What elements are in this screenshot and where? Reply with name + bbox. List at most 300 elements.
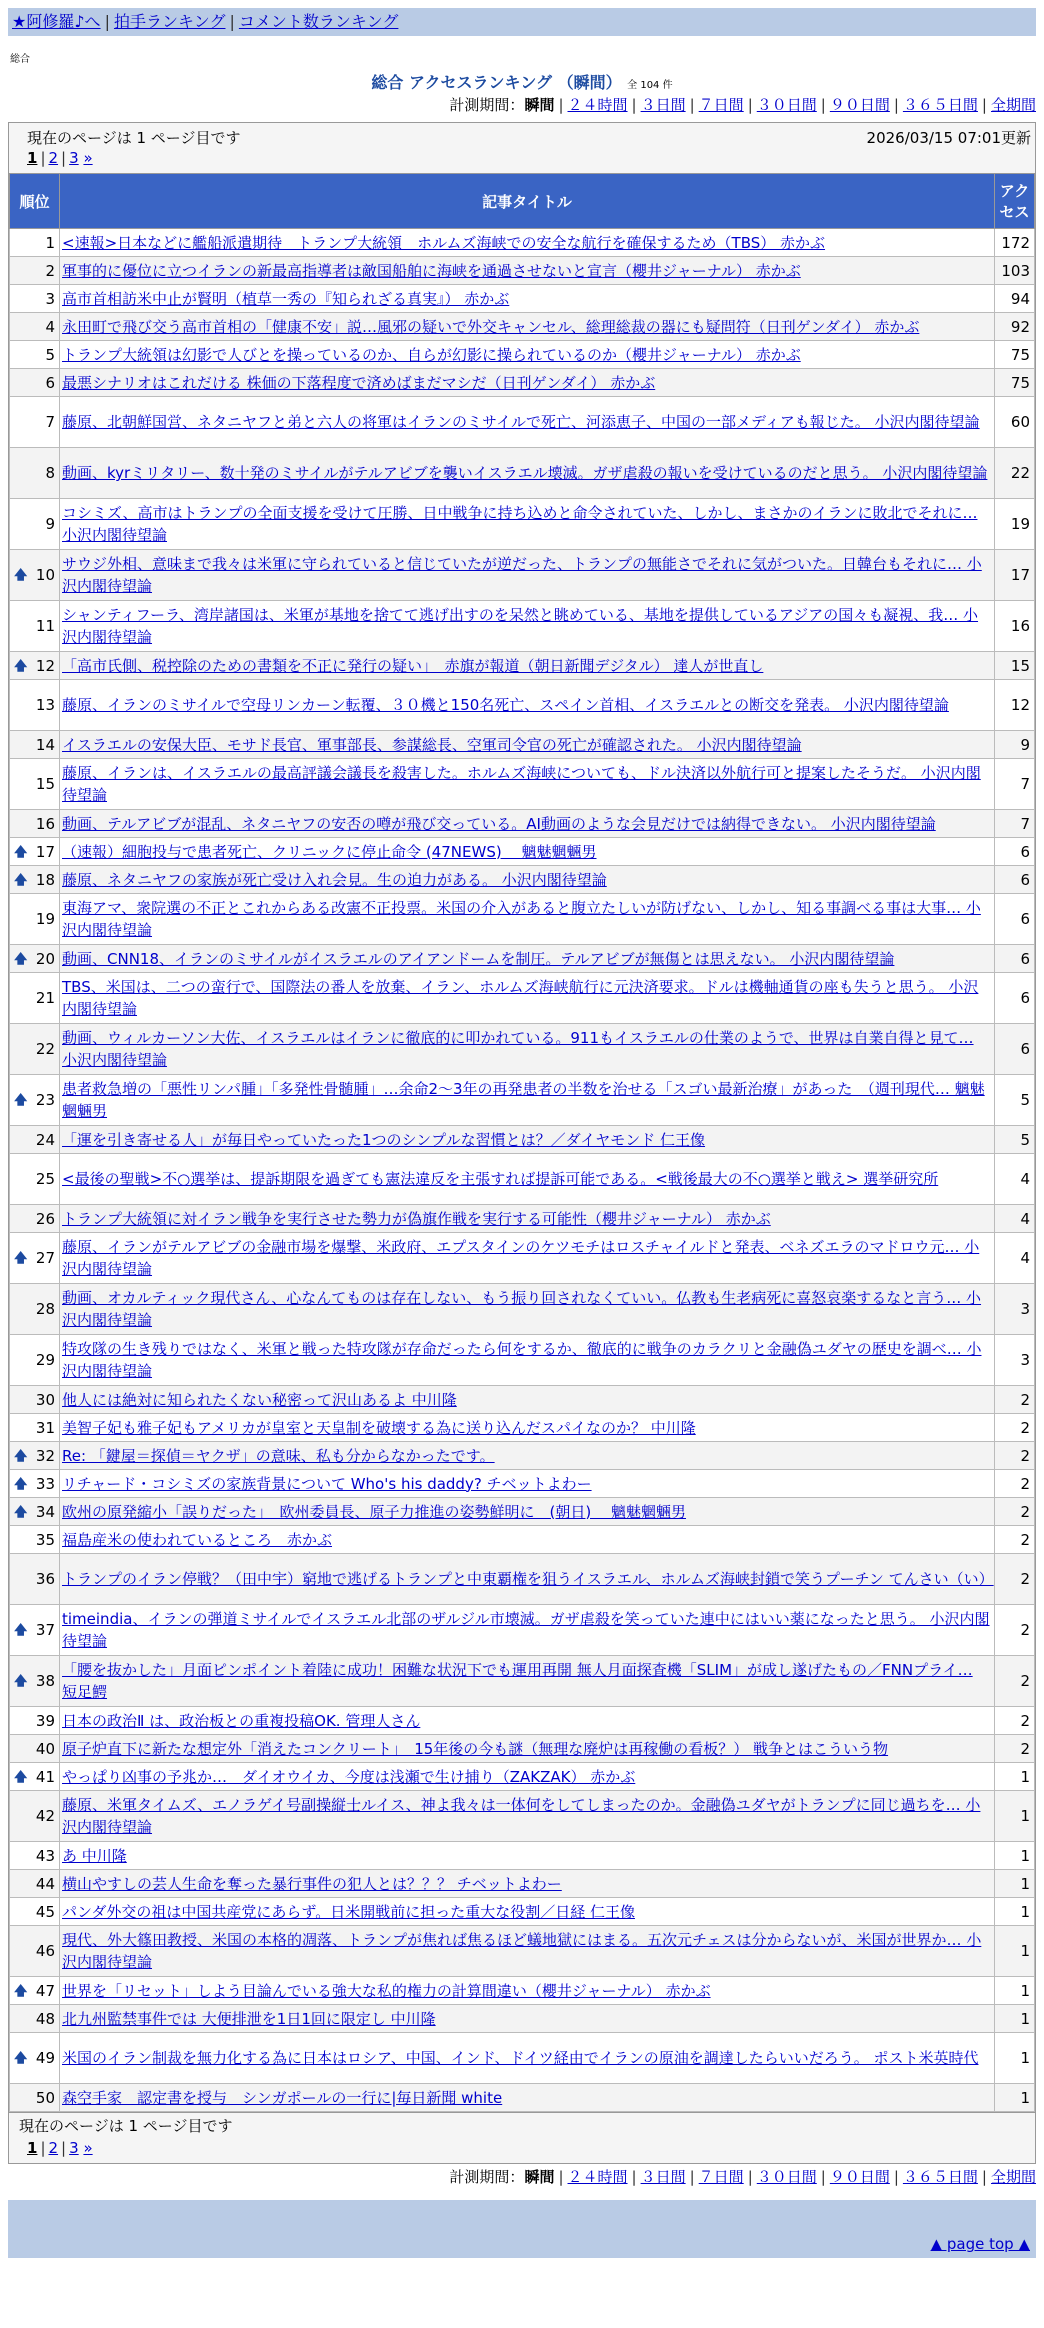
article-link[interactable]: timeindia、イランの弾道ミサイルでイスラエル北部のザルジル市壊滅。ガザ虐殺を笑っていた連中にはいい薬になったと思う。 小沢内閣待望論 bbox=[62, 1610, 990, 1650]
access-count: 2 bbox=[995, 1526, 1035, 1554]
rank-number: 45 bbox=[35, 1902, 55, 1921]
rank-cell bbox=[10, 894, 60, 945]
table-row bbox=[10, 1233, 1035, 1284]
article-link[interactable]: リチャード・コシミズの家族背景について Who's his daddy? チベットよわー bbox=[62, 1474, 592, 1493]
access-count: 1 bbox=[995, 1842, 1035, 1870]
title-cell bbox=[60, 499, 995, 550]
table-header-row bbox=[10, 174, 1035, 229]
article-link[interactable]: 「運を引き寄せる人」が毎日やっていたった1つのシンプルな習慣とは？／ダイヤモンド 仁王像 bbox=[62, 1130, 706, 1149]
rank-cell bbox=[10, 341, 60, 369]
table-row bbox=[10, 1154, 1035, 1205]
link-asyura-home[interactable]: ★阿修羅♪へ bbox=[12, 12, 101, 31]
title-cell bbox=[60, 550, 995, 601]
title-cell bbox=[60, 2084, 995, 2112]
rank-up-arrow-icon: 🡅 bbox=[14, 1983, 28, 1999]
table-row bbox=[10, 1870, 1035, 1898]
table-row bbox=[10, 1791, 1035, 1842]
rank-cell bbox=[10, 1205, 60, 1233]
access-count: 75 bbox=[995, 369, 1035, 397]
title-cell bbox=[60, 731, 995, 759]
page-info-header bbox=[9, 123, 1035, 173]
title-cell bbox=[60, 1442, 995, 1470]
article-link[interactable]: Re: 「鍵屋＝探偵＝ヤクザ」の意味、私も分からなかったです。 bbox=[62, 1446, 495, 1465]
rank-cell bbox=[10, 1870, 60, 1898]
ranking-table bbox=[9, 173, 1035, 2112]
rank-number: 2 bbox=[45, 261, 55, 280]
access-count: 6 bbox=[995, 894, 1035, 945]
table-row bbox=[10, 550, 1035, 601]
rank-up-arrow-icon: 🡅 bbox=[14, 1504, 28, 1520]
period-link[interactable]: ３６５日間 bbox=[902, 2168, 978, 2186]
access-count: 6 bbox=[995, 838, 1035, 866]
article-link[interactable]: 最悪シナリオはこれだける 株価の下落程度で済めばまだマシだ（日刊ゲンダイ） 赤かぶ bbox=[62, 373, 656, 392]
article-link[interactable]: シャンティフーラ、湾岸諸国は、米軍が基地を捨てて逃げ出すのを呆然と眺めている、基地を提供しているアジアの国々も凝視、我… 小沢内閣待望論 bbox=[62, 606, 979, 646]
rank-number: 47 bbox=[35, 1981, 55, 2000]
title-cell bbox=[60, 1498, 995, 1526]
rank-number: 33 bbox=[35, 1474, 55, 1493]
title-cell bbox=[60, 1870, 995, 1898]
rank-number: 38 bbox=[35, 1672, 55, 1690]
table-row bbox=[10, 341, 1035, 369]
page-top-link[interactable]: ▲ page top ▲ bbox=[930, 2235, 1030, 2253]
table-row bbox=[10, 652, 1035, 680]
access-count: 3 bbox=[995, 1335, 1035, 1386]
access-count: 1 bbox=[995, 1977, 1035, 2005]
rank-up-arrow-icon: 🡅 bbox=[14, 1769, 28, 1785]
link-applause-ranking[interactable]: 拍手ランキング bbox=[113, 12, 226, 31]
article-link[interactable]: 軍事的に優位に立つイランの新最高指導者は敵国船舶に海峡を通過させないと宣言（櫻井ジャーナル） 赤かぶ bbox=[62, 261, 801, 280]
article-link[interactable]: 高市首相訪米中止が賢明（植草一秀の『知られざる真実』） 赤かぶ bbox=[62, 289, 510, 308]
rank-number: 39 bbox=[35, 1711, 55, 1730]
rank-cell bbox=[10, 866, 60, 894]
rank-number: 20 bbox=[35, 949, 55, 968]
title-cell bbox=[60, 1926, 995, 1977]
current-page-text-footer: 現在のページは 1 ページ目です bbox=[19, 2117, 233, 2135]
article-link[interactable]: やっぱり凶事の予兆か… ダイオウイカ、今度は浅瀬で生け捕り（ZAKZAK） 赤かぶ bbox=[62, 1767, 636, 1786]
article-link[interactable]: 特攻隊の生き残りではなく、米軍と戦った特攻隊が存命だったら何をするか、徹底的に戦争のカラクリと金融偽ユダヤの歴史を調べ… 小沢内閣待望論 bbox=[62, 1340, 982, 1380]
article-link[interactable]: パンダ外交の祖は中国共産党にあらず。日米開戦前に担った重大な役割／日経 仁王像 bbox=[62, 1902, 635, 1921]
rank-number: 6 bbox=[45, 373, 55, 392]
access-count: 75 bbox=[995, 341, 1035, 369]
rank-number: 46 bbox=[35, 1942, 55, 1960]
table-row bbox=[10, 2033, 1035, 2084]
access-count: 7 bbox=[995, 810, 1035, 838]
article-link[interactable]: 東海アマ、衆院選の不正とこれからある改憲不正投票。米国の介入があると腹立たしいが防げない、しかし、知る事調べる事は大事… 小沢内閣待望論 bbox=[62, 899, 981, 939]
rank-up-arrow-icon: 🡅 bbox=[14, 844, 28, 860]
table-row bbox=[10, 229, 1035, 257]
rank-number: 28 bbox=[35, 1300, 55, 1318]
title-cell bbox=[60, 341, 995, 369]
access-count: 6 bbox=[995, 973, 1035, 1024]
page-link[interactable]: 3 bbox=[69, 2139, 79, 2157]
rank-cell bbox=[10, 652, 60, 680]
title-cell bbox=[60, 1414, 995, 1442]
page-current: 1 bbox=[27, 149, 38, 167]
table-row bbox=[10, 2084, 1035, 2112]
article-link[interactable]: あ 中川隆 bbox=[62, 1846, 127, 1865]
rank-number: 9 bbox=[45, 515, 55, 533]
article-link[interactable]: <速報>日本などに艦船派遣期待 トランプ大統領 ホルムズ海峡での安全な航行を確保するため（TBS） 赤かぶ bbox=[62, 233, 826, 252]
rank-cell bbox=[10, 1898, 60, 1926]
access-count: 92 bbox=[995, 313, 1035, 341]
rank-cell bbox=[10, 945, 60, 973]
rank-number: 16 bbox=[35, 814, 55, 833]
article-link[interactable]: 藤原、イランがテルアビブの金融市場を爆撃、米政府、エプスタインのケツモチはロスチャイルドと発表、ベネズエラのマドロウ元… 小沢内閣待望論 bbox=[62, 1238, 980, 1278]
access-count: 5 bbox=[995, 1126, 1035, 1154]
period-link[interactable]: ３０日間 bbox=[756, 2168, 817, 2186]
article-link[interactable]: <最後の聖戦>不○選挙は、提訴期限を過ぎても憲法違反を主張すれば提訴可能である。<戦後最大の不○選挙と戦え> 選挙研究所 bbox=[62, 1170, 939, 1188]
article-link[interactable]: TBS、米国は、二つの蛮行で、国際法の番人を放棄、イラン、ホルムズ海峡航行に元決済要求。ドルは機軸通貨の座も失うと思う。 小沢内閣待望論 bbox=[62, 978, 979, 1018]
access-count: 2 bbox=[995, 1498, 1035, 1526]
rank-cell bbox=[10, 313, 60, 341]
period-link[interactable]: ３６５日間 bbox=[902, 96, 978, 114]
title-cell bbox=[60, 1554, 995, 1605]
access-count: 2 bbox=[995, 1442, 1035, 1470]
rank-number: 8 bbox=[45, 464, 55, 482]
table-row bbox=[10, 1526, 1035, 1554]
article-link[interactable]: 美智子妃も雅子妃もアメリカが皇室と天皇制を破壊する為に送り込んだスパイなのか？ 中川隆 bbox=[62, 1418, 696, 1437]
article-link[interactable]: 動画、ウィルカーソン大佐、イスラエルはイランに徹底的に叩かれている。911もイスラエルの仕業のようで、世界は自業自得と見て… 小沢内閣待望論 bbox=[62, 1029, 974, 1069]
rank-up-arrow-icon: 🡅 bbox=[14, 658, 28, 674]
period-link[interactable]: ７日間 bbox=[698, 96, 744, 114]
access-count: 60 bbox=[995, 397, 1035, 448]
article-link[interactable]: サウジ外相、意味まで我々は米軍に守られていると信じていたが逆だった、トランプの無能さでそれに気がついた。日韓台もそれに… 小沢内閣待望論 bbox=[62, 555, 982, 595]
rank-cell bbox=[10, 1335, 60, 1386]
table-row bbox=[10, 838, 1035, 866]
title-cell bbox=[60, 759, 995, 810]
rank-number: 14 bbox=[35, 735, 55, 754]
rank-up-arrow-icon: 🡅 bbox=[14, 1093, 28, 1108]
title-cell bbox=[60, 1233, 995, 1284]
rank-number: 49 bbox=[35, 2049, 55, 2067]
article-link[interactable]: トランプのイラン停戦？（田中宇）窮地で逃げるトランプと中東覇権を狙うイスラエル、ホルムズ海峡封鎖で笑うプーチン てんさい（い） bbox=[62, 1570, 994, 1588]
rank-cell bbox=[10, 1526, 60, 1554]
article-link[interactable]: 横山やすしの芸人生命を奪った暴行事件の犯人とは？？？ チベットよわー bbox=[62, 1874, 562, 1893]
table-row bbox=[10, 313, 1035, 341]
rank-cell bbox=[10, 499, 60, 550]
access-count: 12 bbox=[995, 680, 1035, 731]
page-link[interactable]: » bbox=[83, 2139, 93, 2157]
article-link[interactable]: 動画、テルアビブが混乱、ネタニヤフの安否の噂が飛び交っている。AI動画のような会見だけでは納得できない。 小沢内閣待望論 bbox=[62, 814, 936, 833]
rank-number: 48 bbox=[35, 2009, 55, 2028]
access-count: 15 bbox=[995, 652, 1035, 680]
rank-cell bbox=[10, 1735, 60, 1763]
article-link[interactable]: コシミズ、高市はトランプの全面支援を受けて圧勝、日中戦争に持ち込めと命令されていた、しかし、まさかのイランに敗北でそれに… 小沢内閣待望論 bbox=[62, 504, 978, 544]
access-count: 6 bbox=[995, 945, 1035, 973]
page-link[interactable]: 2 bbox=[48, 2139, 59, 2157]
rank-up-arrow-icon: 🡅 bbox=[14, 1476, 28, 1492]
rank-cell bbox=[10, 1926, 60, 1977]
title-cell bbox=[60, 1898, 995, 1926]
article-link[interactable]: イスラエルの安保大臣、モサド長官、軍事部長、参謀総長、空軍司令官の死亡が確認された。 小沢内閣待望論 bbox=[62, 735, 802, 754]
title-cell bbox=[60, 810, 995, 838]
page-link[interactable]: 2 bbox=[48, 149, 59, 167]
table-row bbox=[10, 1735, 1035, 1763]
article-link[interactable]: 永田町で飛び交う高市首相の「健康不安」説…風邪の疑いで外交キャンセル、総理総裁の器にも疑問符（日刊ゲンダイ） 赤かぶ bbox=[62, 317, 920, 336]
article-link[interactable]: 他人には絶対に知られたくない秘密って沢山あるよ 中川隆 bbox=[62, 1390, 457, 1409]
title-cell bbox=[60, 866, 995, 894]
rank-number: 27 bbox=[35, 1249, 55, 1267]
rank-number: 11 bbox=[35, 617, 55, 635]
rank-cell bbox=[10, 601, 60, 652]
title-cell bbox=[60, 945, 995, 973]
rank-cell bbox=[10, 759, 60, 810]
article-link[interactable]: 藤原、イランのミサイルで空母リンカーン転覆、３０機と150名死亡、スペイン首相、イスラエルとの断交を発表。 小沢内閣待望論 bbox=[62, 696, 949, 714]
table-row bbox=[10, 973, 1035, 1024]
article-link[interactable]: 森空手家 認定書を授与 シンガポールの一行に|毎日新聞 white bbox=[62, 2088, 503, 2107]
access-count: 2 bbox=[995, 1470, 1035, 1498]
table-row bbox=[10, 397, 1035, 448]
access-count: 172 bbox=[995, 229, 1035, 257]
article-link[interactable]: 藤原、ネタニヤフの家族が死亡受け入れ会見。生の迫力がある。 小沢内閣待望論 bbox=[62, 870, 607, 889]
title-cell bbox=[60, 369, 995, 397]
table-row bbox=[10, 1470, 1035, 1498]
rank-cell bbox=[10, 369, 60, 397]
table-row bbox=[10, 1842, 1035, 1870]
access-count: 1 bbox=[995, 2033, 1035, 2084]
title-cell bbox=[60, 1707, 995, 1735]
title-cell bbox=[60, 601, 995, 652]
rank-number: 21 bbox=[35, 989, 55, 1007]
title-cell bbox=[60, 1526, 995, 1554]
period-link[interactable]: ７日間 bbox=[698, 2168, 744, 2186]
rank-cell bbox=[10, 1498, 60, 1526]
rank-cell bbox=[10, 229, 60, 257]
rank-number: 24 bbox=[35, 1130, 55, 1149]
table-row bbox=[10, 810, 1035, 838]
rank-cell bbox=[10, 2033, 60, 2084]
table-row bbox=[10, 2005, 1035, 2033]
article-link[interactable]: 現代、外大篠田教授、米国の本格的凋落、トランプが焦れば焦るほど蟻地獄にはまる。五次元チェスは分からないが、米国が世界か… 小沢内閣待望論 bbox=[62, 1931, 982, 1971]
title-cell bbox=[60, 680, 995, 731]
access-count: 2 bbox=[995, 1656, 1035, 1707]
table-row bbox=[10, 1898, 1035, 1926]
access-count: 3 bbox=[995, 1284, 1035, 1335]
access-count: 94 bbox=[995, 285, 1035, 313]
article-link[interactable]: 福島産米の使われているところ 赤かぶ bbox=[62, 1530, 333, 1549]
table-row bbox=[10, 731, 1035, 759]
rank-number: 35 bbox=[35, 1530, 55, 1549]
rank-number: 15 bbox=[35, 775, 55, 793]
title-cell bbox=[60, 313, 995, 341]
table-row bbox=[10, 1335, 1035, 1386]
col-title-header: 記事タイトル bbox=[60, 174, 995, 229]
title-cell bbox=[60, 1842, 995, 1870]
current-page-text: 現在のページは 1 ページ目です bbox=[27, 129, 241, 147]
period-link[interactable]: 全期間 bbox=[990, 96, 1036, 114]
article-link[interactable]: 患者救急増の「悪性リンパ腫」「多発性骨髄腫」…余命2～3年の再発患者の半数を治せる「スゴい最新治療」があった （週刊現代… 魑魅魍魎男 bbox=[62, 1080, 985, 1120]
title-cell bbox=[60, 1126, 995, 1154]
article-link[interactable]: 北九州監禁事件では 大便排泄を1日1回に限定し 中川隆 bbox=[62, 2009, 436, 2028]
title-cell bbox=[60, 2033, 995, 2084]
table-row bbox=[10, 285, 1035, 313]
table-row bbox=[10, 1926, 1035, 1977]
title-cell bbox=[60, 1024, 995, 1075]
title-cell bbox=[60, 1386, 995, 1414]
table-row bbox=[10, 1605, 1035, 1656]
rank-number: 3 bbox=[45, 289, 55, 308]
link-comment-ranking[interactable]: コメント数ランキング bbox=[238, 12, 399, 31]
title-cell bbox=[60, 1791, 995, 1842]
article-link[interactable]: 「腰を抜かした」月面ピンポイント着陸に成功！困難な状況下でも運用再開 無人月面探査機「SLIM」が成し遂げたもの／FNNプライ… 短足鰐 bbox=[62, 1661, 973, 1701]
title-cell bbox=[60, 397, 995, 448]
access-count: 6 bbox=[995, 866, 1035, 894]
access-count: 5 bbox=[995, 1075, 1035, 1126]
page-top-bar bbox=[8, 2230, 1036, 2258]
article-link[interactable]: 世界を「リセット」しよう目論んでいる強大な私的権力の計算間違い（櫻井ジャーナル） 赤かぶ bbox=[62, 1981, 711, 2000]
article-link[interactable]: （速報）細胞投与で患者死亡、クリニックに停止命令 (47NEWS) 魑魅魍魎男 bbox=[62, 842, 597, 861]
page-title bbox=[0, 70, 1044, 92]
rank-up-arrow-icon: 🡅 bbox=[14, 568, 28, 583]
rank-number: 12 bbox=[35, 656, 55, 675]
rank-number: 4 bbox=[45, 317, 55, 336]
period-label: 計測期間： bbox=[449, 96, 525, 114]
title-cell bbox=[60, 1763, 995, 1791]
total-count: 全 104 件 bbox=[627, 80, 673, 91]
table-row bbox=[10, 759, 1035, 810]
pagination: 1 | 2 | 3 » bbox=[27, 149, 93, 167]
rank-cell bbox=[10, 1386, 60, 1414]
rank-cell bbox=[10, 680, 60, 731]
access-count: 6 bbox=[995, 1024, 1035, 1075]
rank-number: 50 bbox=[35, 2088, 55, 2107]
article-link[interactable]: 動画、CNN18、イランのミサイルがイスラエルのアイアンドームを制圧。テルアビブが無傷とは思えない。 小沢内閣待望論 bbox=[62, 949, 895, 968]
rank-cell bbox=[10, 838, 60, 866]
article-link[interactable]: 日本の政治Ⅱ は、政治板との重複投稿OK. 管理人さん bbox=[62, 1711, 421, 1730]
rank-up-arrow-icon: 🡅 bbox=[14, 1623, 28, 1638]
access-count: 22 bbox=[995, 448, 1035, 499]
table-row bbox=[10, 499, 1035, 550]
period-link[interactable]: ３０日間 bbox=[756, 96, 817, 114]
period-link[interactable]: ３日間 bbox=[640, 2168, 686, 2186]
title-cell bbox=[60, 1335, 995, 1386]
rank-cell bbox=[10, 1154, 60, 1205]
pagination-footer: 1 | 2 | 3 » bbox=[27, 2139, 93, 2157]
rank-cell bbox=[10, 1442, 60, 1470]
rank-number: 41 bbox=[35, 1767, 55, 1786]
access-count: 2 bbox=[995, 1554, 1035, 1605]
rank-number: 18 bbox=[35, 870, 55, 889]
access-count: 2 bbox=[995, 1414, 1035, 1442]
article-link[interactable]: 米国のイラン制裁を無力化する為に日本はロシア、中国、インド、ドイツ経由でイランの原油を調達したらいいだろう。 ポスト米英時代 bbox=[62, 2049, 979, 2067]
title-cell bbox=[60, 2005, 995, 2033]
table-row bbox=[10, 1656, 1035, 1707]
rank-number: 40 bbox=[35, 1739, 55, 1758]
article-link[interactable]: トランプ大統領は幻影で人びとを操っているのか、自らが幻影に操られているのか（櫻井ジャーナル） 赤かぶ bbox=[62, 345, 801, 364]
table-row bbox=[10, 1498, 1035, 1526]
rank-number: 31 bbox=[35, 1418, 55, 1437]
rank-cell bbox=[10, 285, 60, 313]
article-link[interactable]: 「高市氏側、税控除のための書類を不正に発行の疑い」 赤旗が報道（朝日新聞デジタル） 達人が世直し bbox=[62, 656, 764, 675]
table-row bbox=[10, 1977, 1035, 2005]
article-link[interactable]: 藤原、北朝鮮国営、ネタニヤフと弟と六人の将軍はイランのミサイルで死亡、河添恵子、中国の一部メディアも報じた。 小沢内閣待望論 bbox=[62, 413, 980, 431]
table-row bbox=[10, 1205, 1035, 1233]
rank-cell bbox=[10, 1233, 60, 1284]
table-row bbox=[10, 1024, 1035, 1075]
title-cell bbox=[60, 1977, 995, 2005]
access-count: 1 bbox=[995, 2084, 1035, 2112]
rank-number: 36 bbox=[35, 1570, 55, 1588]
table-row bbox=[10, 1075, 1035, 1126]
article-link[interactable]: 動画、オカルティック現代さん、心なんてものは存在しない、もう振り回されなくていい。仏教も生老病死に喜怒哀楽するなと言う… 小沢内閣待望論 bbox=[62, 1289, 982, 1329]
access-count: 1 bbox=[995, 1763, 1035, 1791]
rank-cell bbox=[10, 448, 60, 499]
rank-number: 37 bbox=[35, 1621, 55, 1639]
period-link[interactable]: ９０日間 bbox=[829, 2168, 890, 2186]
access-count: 16 bbox=[995, 601, 1035, 652]
page-link[interactable]: 3 bbox=[69, 149, 79, 167]
table-row bbox=[10, 894, 1035, 945]
rank-cell bbox=[10, 1791, 60, 1842]
title-cell bbox=[60, 448, 995, 499]
access-count: 4 bbox=[995, 1205, 1035, 1233]
rank-number: 19 bbox=[35, 910, 55, 928]
rank-cell bbox=[10, 397, 60, 448]
title-cell bbox=[60, 1154, 995, 1205]
title-cell bbox=[60, 838, 995, 866]
rank-number: 7 bbox=[45, 413, 55, 431]
title-cell bbox=[60, 1205, 995, 1233]
article-link[interactable]: 藤原、米軍タイムズ、エノラゲイ号副操縦士ルイス、神よ我々は一体何をしてしまったのか。金融偽ユダヤがトランプに同じ過ちを… 小沢内閣待望論 bbox=[62, 1796, 981, 1836]
period-link[interactable]: ２４時間 bbox=[567, 96, 628, 114]
rank-cell bbox=[10, 1554, 60, 1605]
table-row bbox=[10, 1763, 1035, 1791]
rank-cell bbox=[10, 973, 60, 1024]
article-link[interactable]: 原子炉直下に新たな想定外「消えたコンクリート」 15年後の今も謎（無理な廃炉は再稼働の看板？） 戦争とはこういう物 bbox=[62, 1739, 889, 1758]
period-link[interactable]: ２４時間 bbox=[567, 2168, 628, 2186]
period-selector-bottom: 計測期間：瞬間 | ２４時間 | ３日間 | ７日間 | ３０日間 | ９０日間 | ３６５日間 | 全期間 bbox=[449, 2168, 1036, 2186]
access-count: 1 bbox=[995, 1870, 1035, 1898]
rank-cell bbox=[10, 1414, 60, 1442]
rank-up-arrow-icon: 🡅 bbox=[14, 951, 28, 967]
article-link[interactable]: 欧州の原発縮小「誤りだった」 欧州委員長、原子力推進の姿勢鮮明に (朝日) 魑魅魍魎男 bbox=[62, 1502, 686, 1521]
table-row bbox=[10, 369, 1035, 397]
title-cell bbox=[60, 1656, 995, 1707]
title-cell bbox=[60, 285, 995, 313]
rank-cell bbox=[10, 810, 60, 838]
article-link[interactable]: 藤原、イランは、イスラエルの最高評議会議長を殺害した。ホルムズ海峡についても、ドル決済以外航行可と提案したそうだ。 小沢内閣待望論 bbox=[62, 764, 981, 804]
rank-cell bbox=[10, 1656, 60, 1707]
rank-number: 17 bbox=[35, 842, 55, 861]
title-cell bbox=[60, 1605, 995, 1656]
title-cell bbox=[60, 1284, 995, 1335]
ranking-panel bbox=[8, 122, 1036, 2164]
rank-number: 22 bbox=[35, 1040, 55, 1058]
table-row bbox=[10, 1126, 1035, 1154]
period-current: 瞬間 bbox=[524, 2168, 555, 2186]
table-row bbox=[10, 1386, 1035, 1414]
rank-cell bbox=[10, 1842, 60, 1870]
rank-up-arrow-icon: 🡅 bbox=[14, 2051, 28, 2066]
page-link[interactable]: » bbox=[83, 149, 93, 167]
page-info-footer bbox=[9, 2112, 1035, 2163]
access-count: 17 bbox=[995, 550, 1035, 601]
rank-cell bbox=[10, 1707, 60, 1735]
period-link[interactable]: ９０日間 bbox=[829, 96, 890, 114]
rank-number: 42 bbox=[35, 1807, 55, 1825]
period-link[interactable]: 全期間 bbox=[990, 2168, 1036, 2186]
title-cell bbox=[60, 1470, 995, 1498]
category-label: 総合 bbox=[10, 54, 30, 65]
article-link[interactable]: トランプ大統領に対イラン戦争を実行させた勢力が偽旗作戦を実行する可能性（櫻井ジャーナル） 赤かぶ bbox=[62, 1209, 771, 1228]
rank-cell bbox=[10, 1024, 60, 1075]
article-link[interactable]: 動画、kyrミリタリー、数十発のミサイルがテルアビブを襲いイスラエル壊滅。ガザ虐殺の報いを受けているのだと思う。 小沢内閣待望論 bbox=[62, 464, 988, 482]
rank-number: 34 bbox=[35, 1502, 55, 1521]
title-cell bbox=[60, 1735, 995, 1763]
period-link[interactable]: ３日間 bbox=[640, 96, 686, 114]
table-row bbox=[10, 1284, 1035, 1335]
table-row bbox=[10, 448, 1035, 499]
